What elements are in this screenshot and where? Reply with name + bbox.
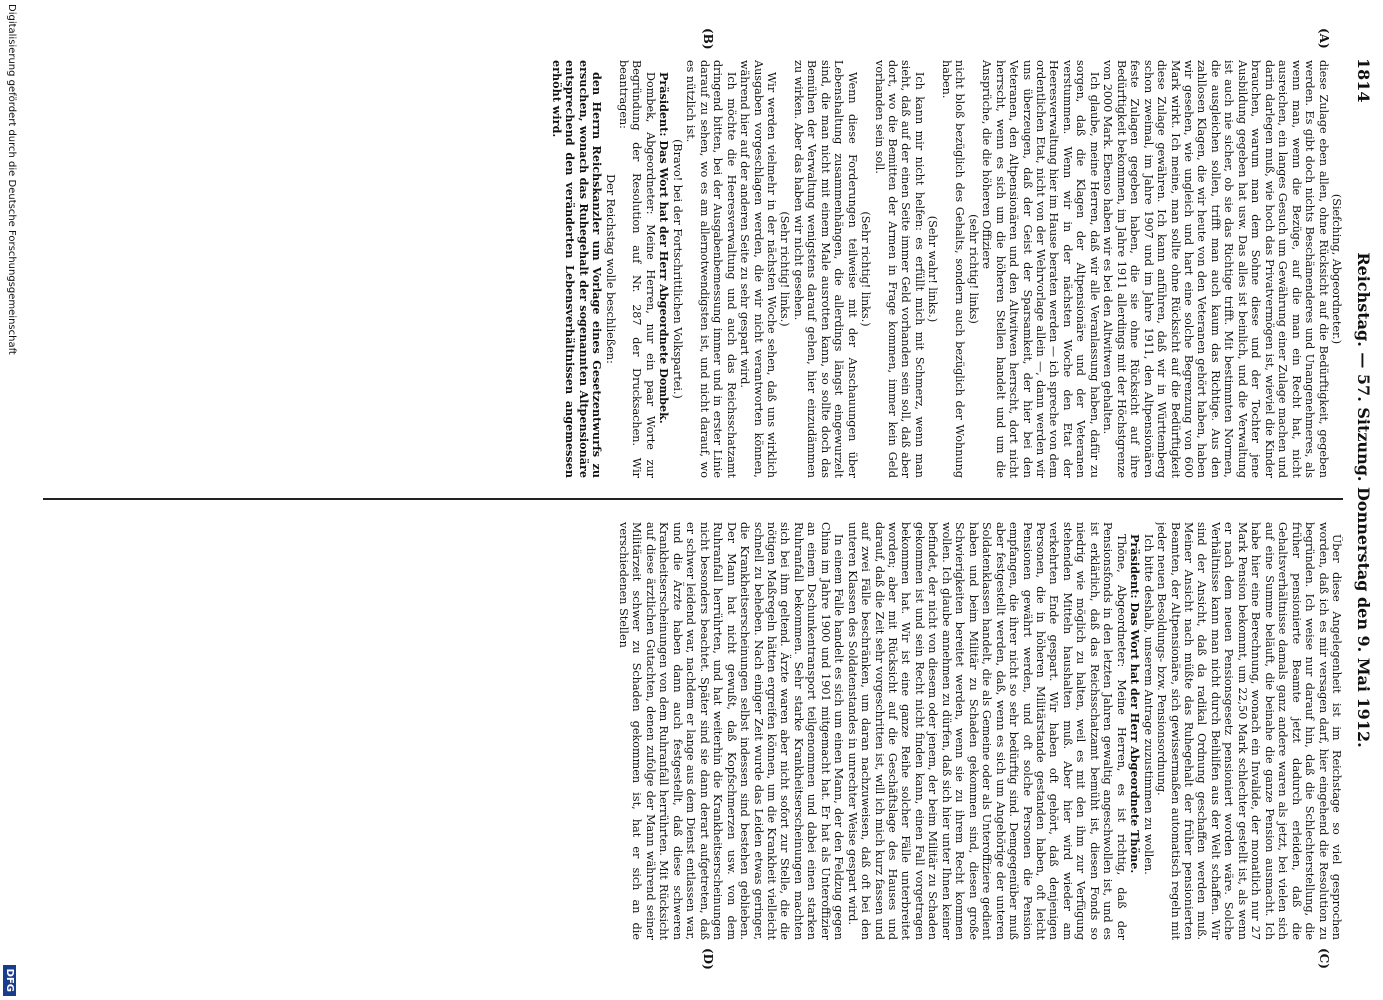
left-column-paragraph: Ich kann mir nicht helfen: es erfüllt mich mit Schmerz, wenn man sieht, daß auf der einen Seite immer Geld vorhanden sein soll, daß aber dort, wo die Bemitten der Armen in Frage kommen, immer kein Geld vorhanden sein soll. (872, 60, 926, 478)
digitization-credit: Digitalisierung gefördert durch die Deutsche Forschungsgemeinschaft (6, 4, 17, 355)
left-column-paragraph: Wir werden vielmehr in der nächsten Woche sehen, daß uns wirklich Ausgaben vorgeschlagen werden, die wir nicht verantworten können, während hier auf der anderen Seite zu sehr gespart wird. (738, 60, 778, 478)
left-column-paragraph: (Bravo! bei der Fortschrittlichen Volkspartei.) (670, 139, 684, 399)
left-column-paragraph: Präsident: Das Wort hat der Herr Abgeordnete Dombek. (657, 72, 672, 424)
left-column-paragraph: diese Zulage eben allen, ohne Rücksicht auf die Bedürftigkeit, gegeben werden. Es gibt doch nichts Beschämenderes und Unangenehmeres, als wenn man, wenn die Bezüge, auf die man ein Recht hat, nicht ausreichen, ein langes Gesuch um Gewährung einer Zulage machen und darin darlegen muß, wie hoch das Privatvermögen ist, wieviel die Kinder brauchen, warum man dem Sohne diese und der Tochter jene Ausbildung gegeben hat usw. Das alles ist beinlich, und die Verwaltung ist auch nie sicher, ob sie das Richtige trifft. Mit bestimmten Normen, die ausgleichen sollen, trifft man auch kaum das Richtige. Aus den zahllosen Klagen, die wir heute von den Veteranen gehört haben, haben wir gesehen, wie ungleich und hart eine solche Begrenzung von 600 Mark wirkt. Ich meine, man sollte ohne Rücksicht auf die Bedürftigkeit diese Zulage gewähren. Ich kann anführen, daß wir in Württemberg schon zweimal, im Jahre 1907 und im Jahre 1911, den Altpensionären feste Zulagen gegeben haben, die sie ohne Rücksicht auf ihre Bedürftigkeit bekommen, im Jahre 1911 allerdings mit der Höchstgrenze von 2000 Mark. Ebenso haben wir es bei den Altwitwen gehalten. (1101, 60, 1330, 478)
dfg-logo: DFG (3, 965, 16, 996)
left-column-paragraph: nicht bloß bezüglich des Gehalts, sondern auch bezüglich der Wohnung haben. (939, 60, 967, 478)
page-title: Reichstag. — 57. Sitzung. Donnerstag den 9. Mai 1912. (1354, 252, 1373, 748)
right-column-paragraph: Präsident: Das Wort hat der Herr Abgeordnete Thöne. (1128, 534, 1143, 874)
left-column-paragraph: (Sehr richtig! links.) (778, 211, 792, 327)
left-column-paragraph: (Sehr richtig! links.) (859, 211, 873, 327)
right-column (13, 522, 1343, 940)
left-column-paragraph: (sehr richtig! links) (966, 214, 980, 324)
left-column-paragraph: (Siefching, Abgeordneter.) (1330, 193, 1343, 345)
margin-mark-a: (A) (1317, 28, 1331, 49)
left-column-paragraph: Der Reichstag wolle beschließen: (603, 174, 617, 364)
right-column-paragraph: Über diese Angelegenheit ist im Reichstage so viel gesprochen worden, daß ich es mir versagen darf, hier eingehend die Resolution zu begründen. Ich weise nur darauf hin, daß die Schlechterstellung, die früher pensionierte Beamte jetzt dadurch erleiden, daß die Gehaltsverhältnisse damals ganz andere waren als jetzt, bei vielen sich auf eine Summe beläuft, die beinahe die ganze Pension ausmacht. Ich habe hier eine Berechnung, wonach ein Invalide, der monatlich nur 27 Mark Pension bekommt, um 22,50 Mark schlechter gestellt ist, als wenn er nach dem neuen Pensionsgesetz pensioniert worden wäre. Solche Verhältnisse kann man nicht durch Beihilfen aus der Welt schaffen. Wir sind der Ansicht, daß da radikal Ordnung geschaffen werden muß. Meiner Ansicht nach müßte das Ruhegehalt der früher pensionierten Beamten, der Altpensionäre, sich gewissermaßen automatisch regeln mit jeder neuen Besoldungs- bzw. Pensionsordnung. (1155, 522, 1343, 940)
column-divider (43, 498, 1343, 500)
page-footer (0, 0, 24, 1000)
margin-mark-c: (C) (1317, 948, 1331, 969)
right-column-paragraph: Ich bitte deshalb, unserem Antrage zuzustimmen zu wollen. (1141, 534, 1155, 875)
margin-mark-b: (B) (701, 28, 715, 50)
page-number: 1814 (1354, 58, 1373, 103)
left-column-paragraph: Ich möchte die Heeresverwaltung und auch das Reichsschatzamt dringend bitten, bei der Ausgabenbemessung immer und in erster Linie darauf zu sehen, wo es am allernotwendigsten ist, und nicht darauf, wo es nützlich ist. (684, 60, 738, 478)
left-column-paragraph: Wenn diese Forderungen teilweise mit der Anschauungen über Lebenshaltung zusammenhängen, die allerdings längst eingewurzelt sind, die man nicht mit einem Male ausrotten kann, so sollte doch das Bemühen der Verwaltung wenigstens darauf gehen, hier einzudämmen zu wirken. Aber das haben wir nicht gesehen. (791, 60, 859, 478)
left-column-paragraph: Dombek, Abgeordneter: Meine Herren, nur ein paar Worte zur Begründung der Resolution auf Nr. 287 der Drucksachen. Wir beantragen: (616, 60, 657, 478)
left-column-paragraph: Ich glaube, meine Herren, daß wir alle Veranlassung haben, dafür zu sorgen, daß die Klagen der Altpensionäre und der Veteranen verstummen. Wenn wir in der nächsten Woche den Etat der Heeresverwaltung hier im Hause beraten werden — ich spreche von dem ordentlichen Etat, nicht von der Wehrvorlage allein —, dann werden wir uns überzeugen, daß der Geist der Sparsamkeit, der hier bei den Veteranen, den Altpensionären und den Altwitwen herrscht, dort nicht herrscht, wenn es sich um die höheren Stellen handelt und um die Ansprüche, die die höheren Offiziere (980, 60, 1101, 478)
right-column-paragraph: In einem Falle handelt es sich um einen Mann, der den Feldzug gegen China im Jahre 1900 und 1901 mitgemacht hat. Er hat als Unteroffizier an einem Dschunkentransport teilgenommen und dabei einen starken Ruhranfall bekommen. Sehr starke Krankheitserscheinungen machten sich bei ihm geltend. Ärzte waren aber nicht sofort zur Stelle, die die nötigen Maßregeln hätten ergreifen können, um die Krankheit vielleicht schnell zu beheben. Nach einiger Zeit wurde das Leiden etwas geringer, die Krankheitserscheinungen selbst indessen sind bestehen geblieben. Der Mann hat nicht gewußt, daß Kopfschmerzen usw. von dem Ruhranfall herrührten, und hat weiterhin die Krankheitserscheinungen nicht besonders beachtet. Später sind sie dann derart aufgetreten, daß er schwer leidend war, nachdem er lange aus dem Dienst entlassen war, und die Ärzte haben dann auch festgestellt, daß diese schweren Krankheitserscheinungen von dem Ruhranfall herrührten. Mit Rücksicht auf diese ärztlichen Gutachten, denen zufolge der Mann während seiner Militärzeit schwer zu Schaden gekommen ist, hat er sich an die verschiedenen Stellen (616, 522, 846, 940)
page-header (1349, 58, 1375, 942)
left-column-paragraph: den Herrn Reichskanzler um Vorlage eines Gesetzentwurfs zu ersuchen, wonach das Ruhegehalt der sogenannten Altpensionäre entsprechend den veränderten Lebensverhältnissen angemessen erhöht wird. (549, 60, 605, 478)
margin-mark-d: (D) (701, 948, 715, 970)
right-column-paragraph: Thöne, Abgeordneter: Meine Herren, es ist richtig, daß der Pensionsfonds in den letzten Jahren gewaltig angeschwollen ist, und es ist erklärlich, daß das Reichsschatzamt bemüht ist, diesen Fonds so niedrig wie möglich zu halten, weil es mit den ihm zur Verfügung stehenden Mitteln haushalten muß. Aber hier wird wieder am verkehrten Ende gespart. Wir haben oft gehört, daß denjenigen Personen, die in höheren Militärstande gestanden haben, oft leicht Pensionen gewährt werden, und oft solche Personen die Pension empfangen, die ihrer nicht so sehr bedürftig sind. Demgegenüber muß aber festgestellt werden, daß, wenn es sich um Angehörige der unteren Soldatenklassen handelt, die als Gemeine oder als Unteroffiziere gedient haben und beim Militär zu Schaden gekommen sind, diesen große Schwierigkeiten bereitet werden, wenn sie zu ihrem Recht kommen wollen. Ich glaube annehmen zu dürfen, daß sich hier unter Ihnen keiner befindet, der nicht von diesem oder jenem, der beim Militär zu Schaden gekommen ist und sein Recht nicht finden kann, einen Fall vorgetragen bekommen hat. Wir ist eine ganze Reihe solcher Fälle unterbreitet worden; aber mit Rücksicht auf die Geschäftslage des Hauses und darauf, daß die Zeit sehr vorgeschritten ist, will ich mich kurz fassen und auf zwei Fälle beschränken, um daran nachzuweisen, daß oft bei den unteren Klassen des Soldatenstandes in unrechter Weise gespart wird. (845, 522, 1128, 940)
left-column (13, 60, 1343, 478)
left-column-paragraph: (Sehr wahr! links.) (926, 215, 940, 323)
